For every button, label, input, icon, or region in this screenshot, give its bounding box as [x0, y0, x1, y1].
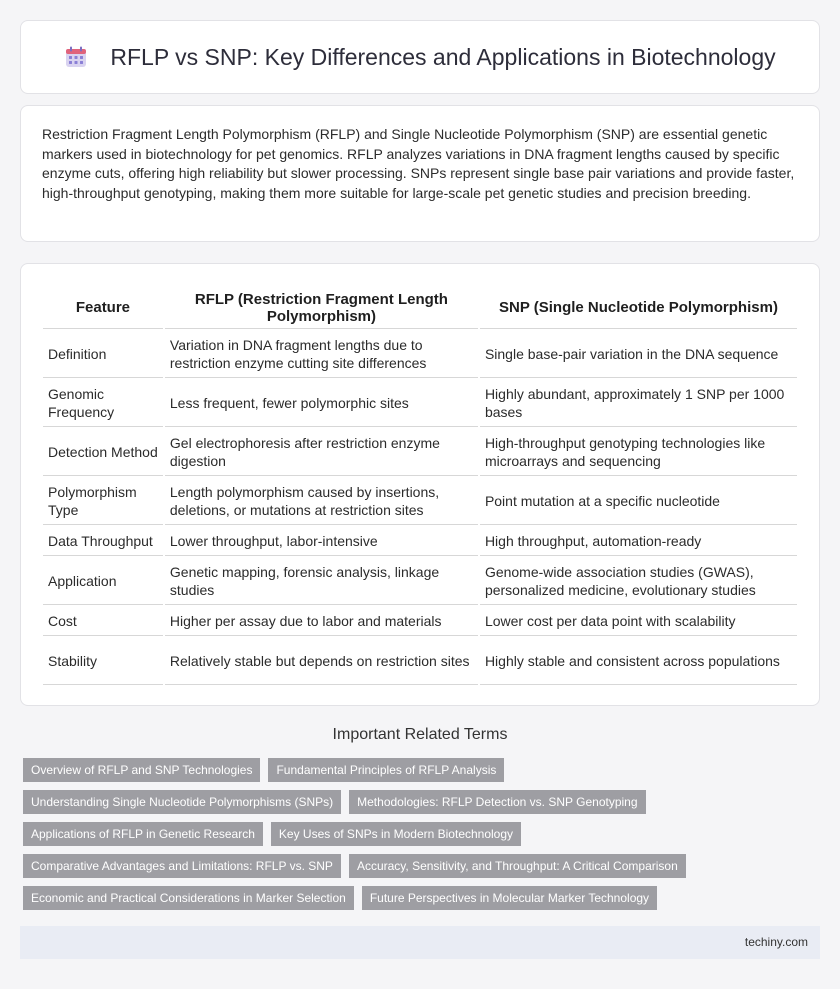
feature-cell: Definition — [43, 331, 163, 378]
comparison-table — [41, 285, 799, 687]
rflp-cell: Higher per assay due to labor and materials — [165, 607, 478, 636]
page-header — [20, 20, 820, 94]
related-terms-row — [23, 790, 823, 814]
header-feature: Feature — [43, 287, 163, 329]
rflp-cell: Less frequent, fewer polymorphic sites — [165, 380, 478, 427]
snp-cell: High-throughput genotyping technologies like microarrays and sequencing — [480, 429, 797, 476]
related-term-link[interactable]: Accuracy, Sensitivity, and Throughput: A Critical Comparison — [349, 854, 686, 878]
table-row — [43, 607, 797, 636]
related-terms-title: Important Related Terms — [332, 726, 508, 743]
table-header-row — [43, 287, 797, 329]
snp-cell: Highly abundant, approximately 1 SNP per 1000 bases — [480, 380, 797, 427]
feature-cell: Detection Method — [43, 429, 163, 476]
comparison-table-card — [20, 263, 820, 706]
related-term-link[interactable]: Comparative Advantages and Limitations: RFLP vs. SNP — [23, 854, 341, 878]
rflp-cell: Genetic mapping, forensic analysis, linkage studies — [165, 558, 478, 605]
snp-cell: Highly stable and consistent across populations — [480, 638, 797, 685]
related-terms-row — [23, 758, 823, 782]
footer-site[interactable]: techiny.com — [744, 935, 808, 949]
related-terms-row — [23, 854, 823, 878]
table-row — [43, 558, 797, 605]
table-row — [43, 478, 797, 525]
related-term-link[interactable]: Overview of RFLP and SNP Technologies — [23, 758, 260, 782]
related-term-link[interactable]: Methodologies: RFLP Detection vs. SNP Genotyping — [349, 790, 645, 814]
feature-cell: Stability — [43, 638, 163, 685]
snp-cell: Genome-wide association studies (GWAS), personalized medicine, evolutionary studies — [480, 558, 797, 605]
snp-cell: High throughput, automation-ready — [480, 527, 797, 556]
page-title: RFLP vs SNP: Key Differences and Applications in Biotechnology — [110, 43, 776, 70]
rflp-cell: Gel electrophoresis after restriction enzyme digestion — [165, 429, 478, 476]
rflp-cell: Relatively stable but depends on restriction sites — [165, 638, 478, 685]
table-row — [43, 638, 797, 685]
rflp-cell: Variation in DNA fragment lengths due to restriction enzyme cutting site differences — [165, 331, 478, 378]
header-snp: SNP (Single Nucleotide Polymorphism) — [480, 287, 797, 329]
intro-section — [20, 105, 820, 242]
feature-cell: Genomic Frequency — [43, 380, 163, 427]
related-terms-list — [23, 758, 823, 918]
related-term-link[interactable]: Future Perspectives in Molecular Marker Technology — [362, 886, 657, 910]
feature-cell: Polymorphism Type — [43, 478, 163, 525]
related-term-link[interactable]: Economic and Practical Considerations in Marker Selection — [23, 886, 354, 910]
feature-cell: Application — [43, 558, 163, 605]
snp-cell: Point mutation at a specific nucleotide — [480, 478, 797, 525]
related-term-link[interactable]: Understanding Single Nucleotide Polymorphisms (SNPs) — [23, 790, 341, 814]
rflp-cell: Length polymorphism caused by insertions, deletions, or mutations at restriction sites — [165, 478, 478, 525]
related-term-link[interactable]: Applications of RFLP in Genetic Research — [23, 822, 263, 846]
table-row — [43, 331, 797, 378]
table-row — [43, 527, 797, 556]
intro-text: Restriction Fragment Length Polymorphism (RFLP) and Single Nucleotide Polymorphism (SNP) are essential genetic markers used in biotechnology for pet genomics. RFLP analyzes variations in DNA fragment lengths caused by specific enzyme cuts, offering high reliability but slower processing. SNPs represent single base pair variations and provide faster, high-throughput genotyping, making them more suitable for large-scale pet genetic studies and precision breeding. — [42, 126, 795, 201]
table-row — [43, 429, 797, 476]
related-terms-row — [23, 822, 823, 846]
related-term-link[interactable]: Fundamental Principles of RFLP Analysis — [268, 758, 504, 782]
feature-cell: Data Throughput — [43, 527, 163, 556]
snp-cell: Lower cost per data point with scalability — [480, 607, 797, 636]
footer — [20, 926, 820, 959]
related-terms-row — [23, 886, 823, 910]
snp-cell: Single base-pair variation in the DNA sequence — [480, 331, 797, 378]
feature-cell: Cost — [43, 607, 163, 636]
table-row — [43, 380, 797, 427]
header-rflp: RFLP (Restriction Fragment Length Polymorphism) — [165, 287, 478, 329]
rflp-cell: Lower throughput, labor-intensive — [165, 527, 478, 556]
related-term-link[interactable]: Key Uses of SNPs in Modern Biotechnology — [271, 822, 521, 846]
calendar-icon — [64, 45, 88, 69]
